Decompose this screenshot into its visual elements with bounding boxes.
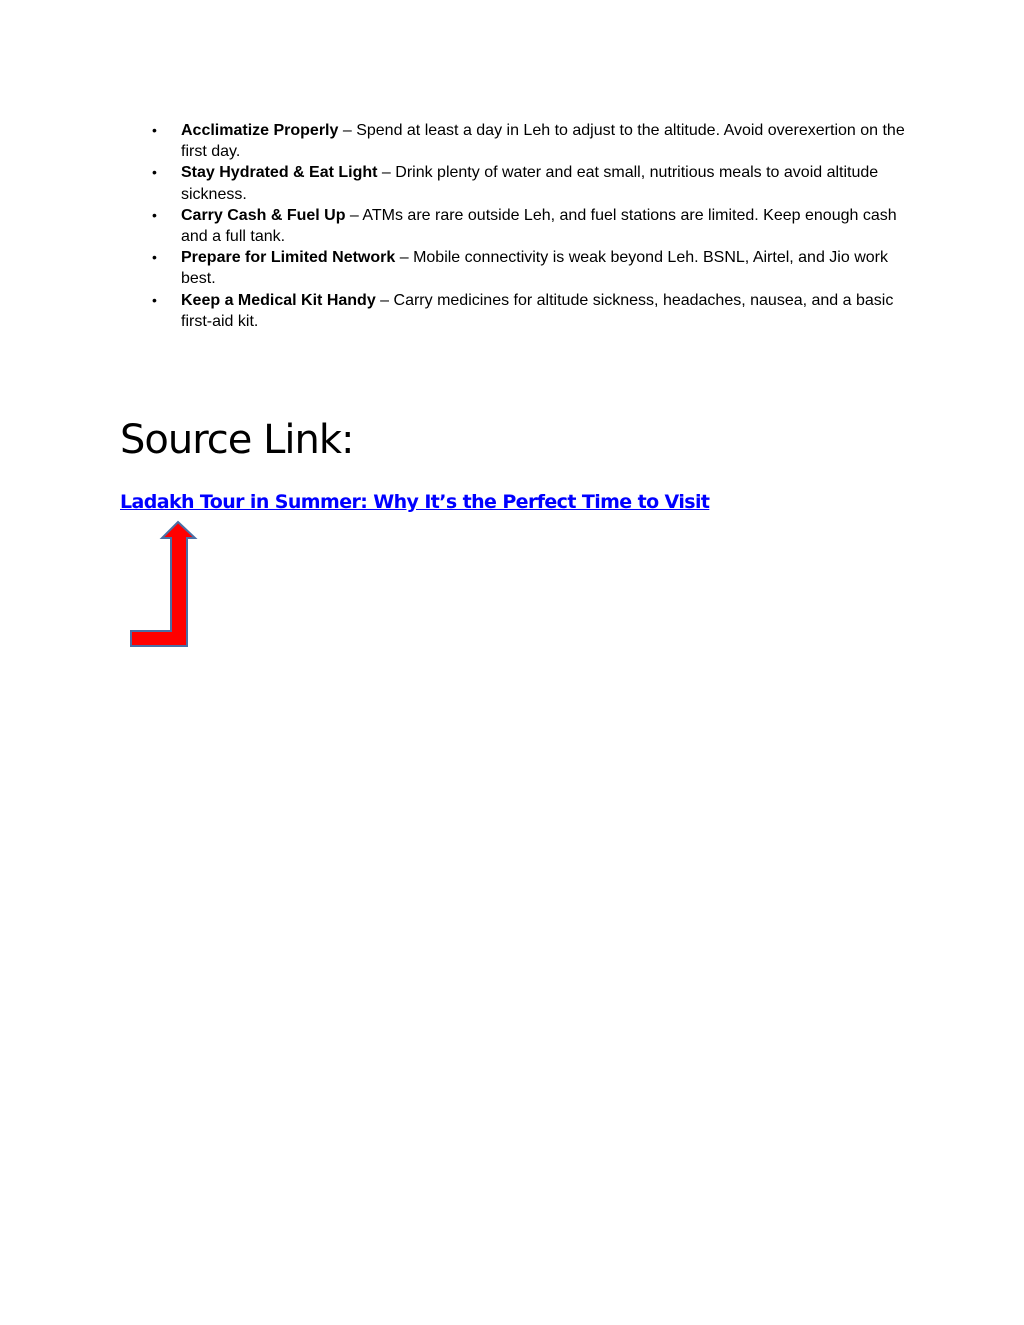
tip-text: – Mobile connectivity is weak beyond Leh. BSNL, Airtel, and Jio work best. bbox=[181, 249, 888, 288]
tip-title: Carry Cash & Fuel Up bbox=[181, 206, 346, 224]
arrow-up-icon bbox=[128, 520, 200, 650]
arrow-shape bbox=[131, 522, 195, 646]
tip-item bbox=[146, 290, 916, 332]
tip-text: – Carry medicines for altitude sickness, headaches, nausea, and a basic first-aid kit. bbox=[181, 291, 894, 330]
bullet-icon: • bbox=[152, 249, 157, 266]
tip-title: Acclimatize Properly bbox=[181, 122, 339, 139]
tip-item bbox=[146, 162, 916, 204]
tips-list bbox=[146, 120, 916, 332]
tip-title: Stay Hydrated & Eat Light bbox=[181, 164, 378, 182]
bullet-icon: • bbox=[152, 291, 157, 308]
tip-item bbox=[146, 120, 916, 162]
tip-title: Keep a Medical Kit Handy bbox=[181, 291, 376, 309]
tip-title: Prepare for Limited Network bbox=[181, 249, 396, 267]
tip-item bbox=[146, 247, 916, 289]
tip-text: – Spend at least a day in Leh to adjust to the altitude. Avoid overexertion on the first day. bbox=[181, 122, 905, 161]
source-link-heading: Source Link: bbox=[120, 417, 354, 463]
tip-text: – ATMs are rare outside Leh, and fuel stations are limited. Keep enough cash and a full tank. bbox=[181, 206, 897, 246]
bullet-icon: • bbox=[152, 122, 157, 138]
bullet-icon: • bbox=[152, 164, 157, 181]
tip-text: – Drink plenty of water and eat small, nutritious meals to avoid altitude sickness. bbox=[181, 164, 879, 203]
tip-item bbox=[146, 205, 916, 247]
source-link[interactable]: Ladakh Tour in Summer: Why It’s the Perfect Time to Visit bbox=[120, 491, 710, 513]
bullet-icon: • bbox=[152, 206, 157, 223]
